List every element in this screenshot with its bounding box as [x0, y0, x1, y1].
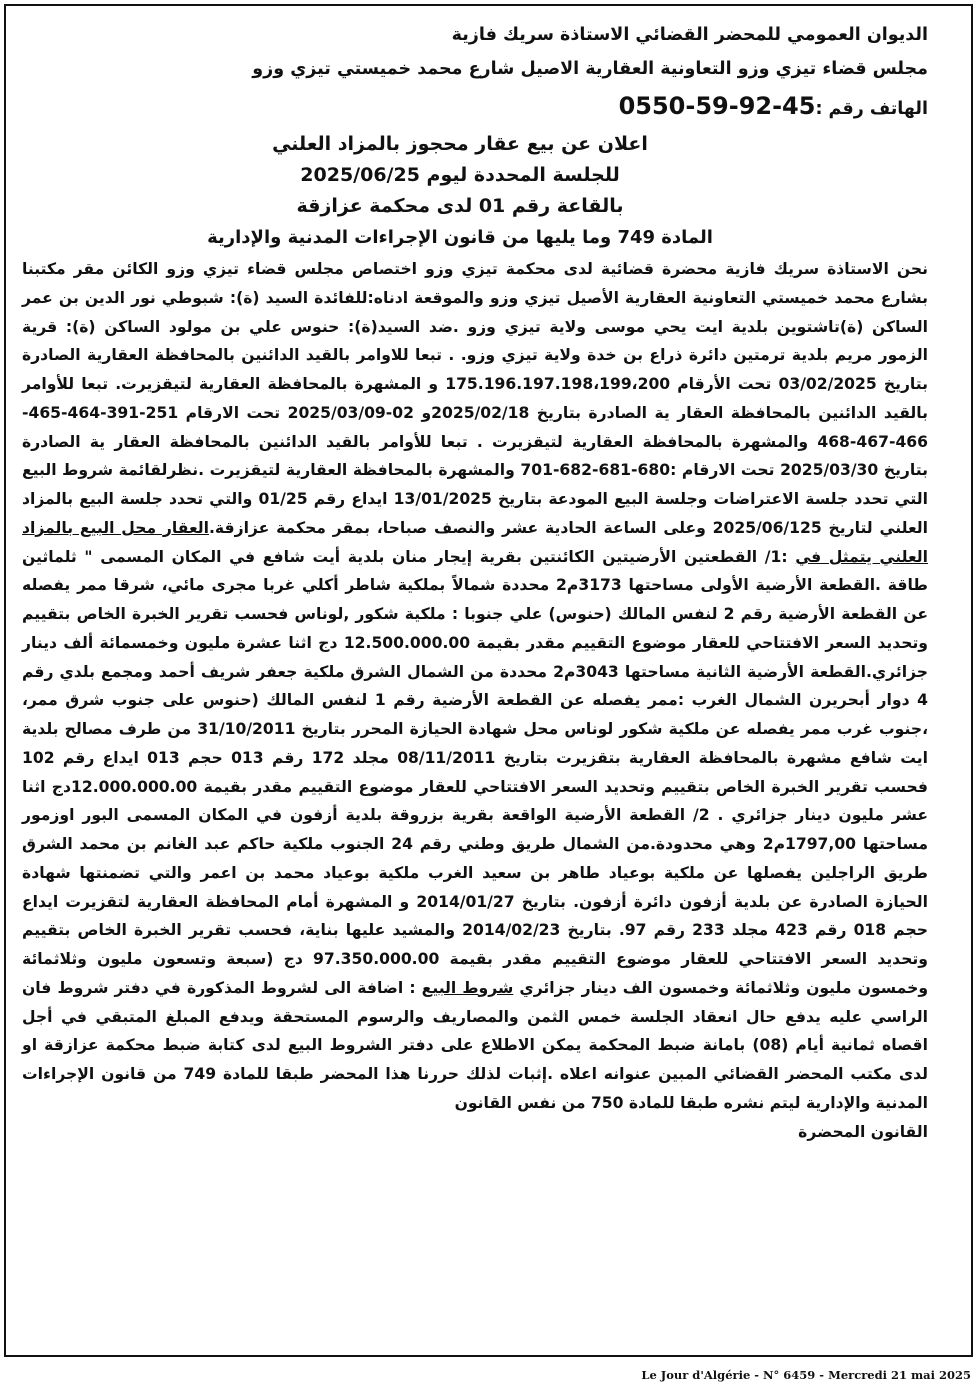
court-hall: بالقاعة رقم 01 لدى محكمة عزازقة: [296, 195, 624, 217]
publication-footer: Le Jour d'Algérie - N° 6459 - Mercredi 21 mai 2025: [641, 1368, 971, 1382]
legal-announcement: [22, 18, 928, 1146]
body-part-1: نحن الاستاذة سريك فازية محضرة قضائية لدى محكمة تيزي وزو اختصاص مجلس قضاء تيزي وزو الكائن مقر مكتبنا بشارع محمد خميستي التعاونية العقارية الأصيل تيزي وزو والموقعة ادناه:للفائدة السيد (ة): شبوطي نور الدين بن عمر الساكن (ة)تاشتوين بلدية ايت يحي موسى ولاية تيزي وزو .ضد السيد(ة): حنوس علي بن مولود الساكن (ة): قرية الزمور مريم بلدية ترمتين دائرة ذراع بن خدة ولاية تيزي وزو. . تبعا للاوامر بالقيد الدائنين بالمحافظة العقارية الصادرة بتاريخ 03/02/2025 تحت الأرقام 175.196.197.198،199،200 و المشهرة بالمحافظة العقارية لتيقزيرت. تبعا للأوامر بالقيد الدائنين بالمحافظة العقار ية الصادرة بتاريخ 2025/02/18و 02-2025/03/09 تحت الارقام 251-391-464-465-466-467-468 والمشهرة بالمحافظة العقارية لتيقزيرت . تبعا للأوامر بالقيد الدائنين بالمحافظة العقار ية الصادرة بتاريخ 2025/03/30 تحت الارقام :680-681-682-701 والمشهرة بالمحافظة العقارية لتيقزيرت .نظرلقائمة شروط البيع التي تحدد جلسة الاعتراضات وجلسة البيع المودعة بتاريخ 13/01/2025 ايداع رقم 01/25 والتي تحدد جلسة البيع بالمزاد العلني لتاريخ 2025/06/125 وعلى الساعة الحادية عشر والنصف صباحا، بمقر محكمة عزازقة.: [22, 260, 928, 537]
body-part-2: :1/ القطعتين الأرضيتين الكائنتين بقرية إيجار منان بلدية أيت شافع في المكان المسمى " ثلماثين طاقة .القطعة الأرضية الأولى مساحتها 3173م2 محددة شمالاً بملكية شاطر أكلي غربا مجرى مائي، شرقا ممر يفصله عن القطعة الأرضية رقم 2 لنفس المالك (حنوس) علي جنوبا : ملكية شكور ,لوناس فحسب تقرير الخبرة الخاص بتقييم وتحديد السعر الافتتاحي للعقار موضوع التقييم مقدر بقيمة 12.500.000.00 دج اثنا عشرة مليون وخمسمائة ألف دينار جزائري.القطعة الأرضية الثانية مساحتها 3043م2 محددة من الشمال الشرق ملكية جعفر شريف أحمد ومجمع بلدي رقم 4 دوار أبحريرن الشمال الغرب :ممر يفصله عن القطعة الأرضية رقم 1 لنفس المالك (حنوس على جنوب شرق ممر، ،جنوب غرب ممر يفصله عن ملكية شكور لوناس محل شهادة الحيازة المحرر بتاريخ 31/10/2011 من طرف مصالح بلدية ايت شافع مشهرة بالمحافظة العقارية بتقزيرت بتاريخ 08/11/2011 مجلد 172 رقم 013 حجم 013 ايداع رقم 102 فحسب تقرير الخبرة الخاص بتقييم وتحديد السعر الافتتاحي للعقار موضوع التقييم مقدر بقيمة 12.000.000.00دج اثنا عشر مليون دينار جزائري . 2/ القطعة الأرضية الواقعة بقرية بزروقة بلدية أزفون في المكان المسمى البور اوزمور مساحتها 1797,00م2 وهي محدودة.من الشمال طريق وطني رقم 24 الجنوب ملكية حاكم عبد الغانم بن محمد الشرق طريق الراجلين يفصلها عن ملكية بوعياد طاهر بن سعيد الغرب ملكية بوعياد محمد بن اعمر والتي تضمنتها شهادة الحيازة الصادرة عن بلدية أزفون دائرة أزفون. بتاريخ 2014/01/27 و المشهرة أمام المحافظة العقارية لتقزيرت ايداع حجم 018 رقم 423 مجلد 233 رقم 97. بتاريخ 2014/02/23 والمشيد عليها بناية، فحسب تقرير الخبرة الخاص بتقييم وتحديد السعر الافتتاحي للعقار موضوع التقييم مقدر بقيمة 97.350.000.00 دج (سبعة وتسعون مليون وثلاثمائة وخمسون مليون وثلاثمائة وخمسون الف دينار جزائري: [22, 547, 929, 997]
session-date: للجلسة المحددة ليوم 2025/06/25: [300, 164, 620, 186]
sale-conditions-heading: شروط البيع: [421, 978, 514, 997]
phone-line: [22, 86, 928, 129]
phone-number: 0550-59-92-45: [618, 92, 816, 120]
legal-article: المادة 749 وما يليها من قانون الإجراءات المدنية والإدارية: [207, 227, 713, 248]
office-name: الديوان العمومي للمحضر القضائي الاستاذة سريك فازية: [451, 25, 928, 45]
phone-label: الهاتف رقم :: [815, 99, 928, 119]
signature: القانون المحضرة: [798, 1122, 928, 1141]
announcement-title: اعلان عن بيع عقار محجوز بالمزاد العلني: [272, 133, 648, 155]
announcement-body: [22, 255, 928, 1118]
body-part-3: : اضافة الى لشروط المذكورة في دفتر شروط فان الراسي عليه يدفع حال انعقاد الجلسة خمس الثمن والمصاريف والرسوم المستحقة ويدفع المبلغ المتبقي في أجل اقصاه ثمانية أيام (08) بامانة ضبط المحكمة يمكن الاطلاع على دفتر الشروط البيع لدى كتابة ضبط محكمة عزازقة او لدى مكتب المحضر القضائي المبين عنوانه اعلاه .إثبات لذلك حررنا هذا المحضر طبقا للمادة 749 من قانون الإجراءات المدنية والإدارية ليتم نشره طبقا للمادة 750 من نفس القانون: [22, 978, 928, 1112]
office-address: مجلس قضاء تيزي وزو التعاونية العقارية الاصيل شارع محمد خميستي تيزي وزو: [252, 59, 928, 79]
property-heading: العقار محل البيع بالمزاد العلني يتمثل في: [22, 518, 928, 566]
